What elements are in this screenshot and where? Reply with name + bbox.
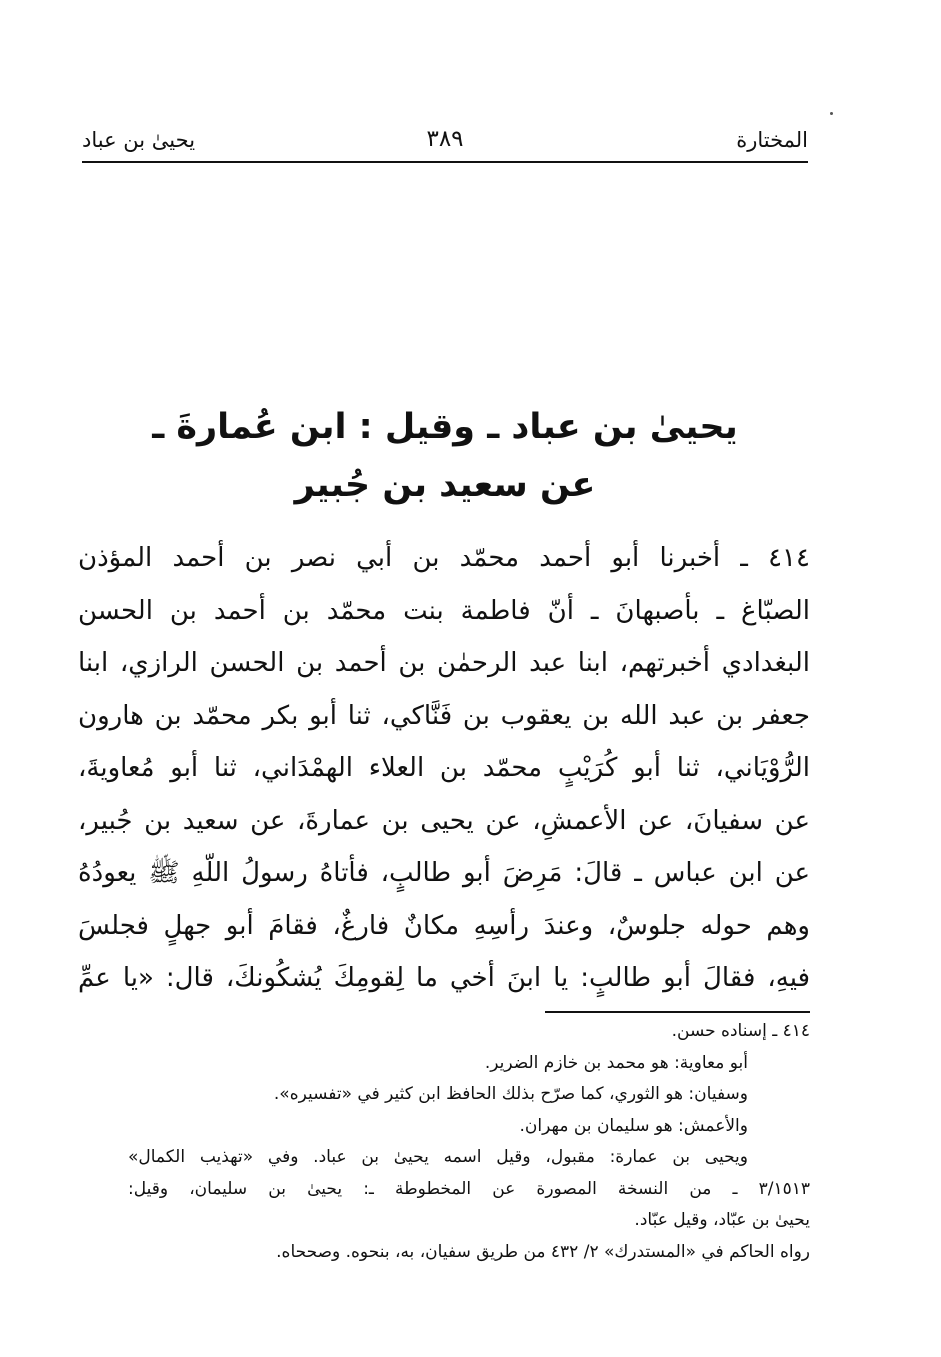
body-line: جعفر بن عبد الله بن يعقوب بن فَنَّاكي، ثنا أبو بكر محمّد بن هارون [78, 700, 810, 731]
header-rule [82, 161, 808, 163]
body-line: الرُّوْيَاني، ثنا أبو كُرَيْبٍ محمّد بن العلاء الهمْدَاني، ثنا أبو مُعاويةَ، [78, 753, 810, 783]
body-line: الصبّاغ ـ بأصبهانَ ـ أنّ فاطمة بنت محمّد بن أحمد بن الحسن [78, 595, 810, 626]
chapter-heading-line-1: يحيىٰ بن عباد ـ وقيل : ابن عُمارةَ ـ [152, 407, 738, 447]
footnote-line: أبو معاوية: هو محمد بن خازم الضرير. [484, 1052, 748, 1073]
chapter-heading-line-2: عن سعيد بن جُبير [294, 465, 596, 505]
body-line: وهم حوله جلوسٌ، وعندَ رأسِهِ مكانٌ فارغٌ، فقامَ أبو جهلٍ فجلسَ [78, 910, 810, 941]
footnote-line: رواه الحاكم في «المستدرك» ٢/ ٤٣٢ من طريق سفيان، به، بنحوه. وصححاه. [276, 1241, 810, 1262]
footnote-line: ٣/١٥١٣ ـ من النسخة المصورة عن المخطوطة ـ: يحيىٰ بن سليمان، وقيل: [128, 1178, 810, 1199]
footnote-line: والأعمش: هو سليمان بن مهران. [519, 1115, 748, 1136]
running-header-book-title: المختارة [736, 128, 808, 152]
footnote-line: وسفيان: هو الثوري، كما صرّح بذلك الحافظ ابن كثير في «تفسيره». [273, 1084, 748, 1104]
page-number: ٣٨٩ [426, 126, 464, 152]
footnote-line: ويحيى بن عمارة: مقبول، وقيل اسمه يحيىٰ بن عباد. وفي «تهذيب الكمال» [128, 1147, 748, 1167]
body-line: عن سفيانَ، عن الأعمشِ، عن يحيى بن عمارةَ، عن سعيد بن جُبير، [78, 805, 810, 836]
body-line: ٤١٤ ـ أخبرنا أبو أحمد محمّد بن أبي نصر بن أحمد المؤذن [78, 543, 810, 573]
body-line: عن ابن عباس ـ قالَ: مَرِضَ أبو طالبٍ، فأتاهُ رسولُ اللّهِ ﷺ يعودُهُ [78, 858, 810, 888]
footnotes [128, 1016, 810, 1268]
footnote-line: ٤١٤ ـ إسناده حسن. [671, 1021, 810, 1041]
body-line: البغدادي أخبرتهم، ابنا عبد الرحمٰن بن أحمد بن الحسن الرازي، ابنا [78, 648, 810, 678]
body-line: فيهِ، فقالَ أبو طالبٍ: يا ابنَ أخي ما لِقومِكَ يُشكُونكَ، قال: «يا عمِّ [78, 963, 810, 993]
footnote-line: يحيىٰ بن عبّاد، وقيل عبّاد. [634, 1210, 810, 1230]
running-header-section-title: يحيىٰ بن عباد [82, 128, 196, 152]
ink-speck [830, 112, 833, 115]
running-header [82, 124, 808, 160]
chapter-heading [82, 398, 808, 514]
footnote-separator [545, 1011, 810, 1013]
hadith-text [78, 532, 810, 1005]
